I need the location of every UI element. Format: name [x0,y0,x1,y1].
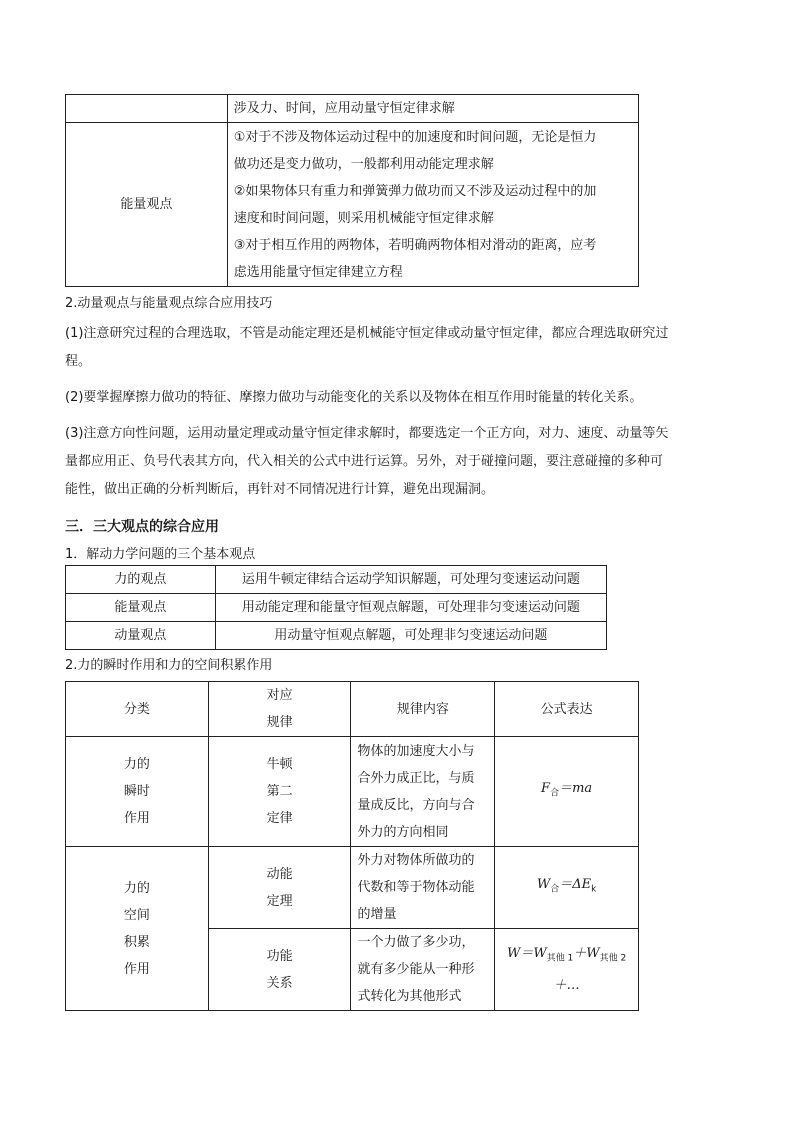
formula-subscript: 其他 1 [546,953,574,964]
law-line: 关系 [266,975,293,991]
p3-line: 量都应用正、负号代表其方向，代入相关的公式中进行运算。另外，对于碰撞问题，要注意碰撞的多种可 [65,454,664,469]
section3-sub1: 1．解动力学问题的三个基本观点 [65,547,256,562]
section3-heading: 三．三大观点的综合应用 [65,519,219,535]
row1-content [351,737,495,847]
section2-title: 2.动量观点与能量观点综合应用技巧 [65,296,273,311]
row2-content [351,847,495,929]
section3-sub2: 2.力的瞬时作用和力的空间积累作用 [65,658,273,673]
row1-formula [495,737,639,847]
formula-rest: ＝ma [559,781,593,797]
cat-line: 空间 [123,907,150,923]
content-line: 的增量 [357,907,397,922]
formula-part: ＋W [573,945,600,961]
formula-part: W＝W [506,945,547,961]
formula-symbol: F [541,781,551,797]
viewpoint-name: 动量观点 [66,622,216,650]
cat-line: 作用 [123,961,150,977]
viewpoint-desc: 用动量守恒观点解题，可处理非匀变速运动问题 [215,622,606,650]
law-line: 定理 [266,893,293,909]
formula-subscript: k [591,884,597,895]
viewpoint-name: 力的观点 [66,566,216,594]
section2-p1 [65,320,725,376]
row2-law [208,847,351,929]
cat-line: 积累 [123,934,150,950]
row1-category [66,737,209,847]
table1-energy-label: 能量观点 [66,123,228,287]
header-law [208,682,351,737]
content-line: 合外力成正比，与质 [357,770,475,786]
cat-line: 作用 [123,811,150,826]
energy-viewpoint-table [65,94,639,287]
header-law-line: 对应 [266,688,293,703]
law-line: 定律 [266,811,293,826]
p3-line: (3)注意方向性问题，运用动量定理或动量守恒定律求解时，都要选定一个正方向，对力、速度、动量等矢 [65,426,669,441]
content-line: 一个力做了多少功， [357,935,475,950]
three-viewpoints-table [65,565,607,650]
formula-subscript: 合 [550,884,560,895]
p3-line: 能性，做出正确的分析判断后，再针对不同情况进行计算，避免出现漏洞。 [65,482,495,497]
header-law-line: 规律 [266,715,293,730]
formula-line [495,940,638,973]
content-line: 外力对物体所做功的 [357,853,475,868]
table1-energy-content [227,123,638,287]
row2-formula [495,847,639,929]
section2-p3 [65,420,725,504]
content-line: 量成反比，方向与合 [357,797,475,813]
cat-line: 瞬时 [123,784,150,799]
content-line: 式转化为其他形式 [357,989,462,1004]
content-line: ①对于不涉及物体运动过程中的加速度和时间问题，无论是恒力 [233,129,597,145]
formula-line: ＋… [553,978,580,994]
viewpoint-name: 能量观点 [66,594,216,622]
law-line: 第二 [266,784,293,799]
section2-p2: (2)要掌握摩擦力做功的特征、摩擦力做功与动能变化的关系以及物体在相互作用时能量的转化关系。 [65,390,643,405]
content-line: ③对于相互作用的两物体，若明确两物体相对滑动的距离，应考 [233,237,597,253]
content-line: 速度和时间问题，则采用机械能守恒定律求解 [233,210,494,226]
force-effect-table [65,681,639,1011]
content-line: 代数和等于物体动能 [357,880,475,895]
p1-line: 程。 [65,354,92,369]
cat-line: 力的 [123,757,150,772]
row3-formula [495,929,639,1011]
table1-row0-right: 涉及力、时间，应用动量守恒定律求解 [227,95,638,123]
formula-rest: ＝ΔE [559,877,592,893]
content-line: ②如果物体只有重力和弹簧弹力做功而又不涉及运动过程中的加 [233,183,597,199]
law-line: 牛顿 [266,757,293,772]
header-formula: 公式表达 [495,682,639,737]
formula-subscript: 合 [550,788,560,799]
cat-line: 力的 [123,880,150,896]
content-line: 做功还是变力做功，一般都利用动能定理求解 [233,156,494,172]
viewpoint-desc: 用动能定理和能量守恒观点解题，可处理非匀变速运动问题 [215,594,606,622]
row3-law [208,929,351,1011]
row3-content [351,929,495,1011]
content-line: 物体的加速度大小与 [357,743,475,759]
p1-line: (1)注意研究过程的合理选取，不管是动能定理还是机械能守恒定律或动量守恒定律，都应合理选取研究过 [65,326,669,341]
table1-row0-left [66,95,228,123]
content-line: 外力的方向相同 [357,824,449,840]
header-category: 分类 [66,682,209,737]
row1-law [208,737,351,847]
header-content: 规律内容 [351,682,495,737]
law-line: 功能 [266,948,293,964]
law-line: 动能 [266,866,293,882]
content-line: 虑选用能量守恒定律建立方程 [233,264,403,280]
formula-symbol: W [536,877,551,893]
viewpoint-desc: 运用牛顿定律结合运动学知识解题，可处理匀变速运动问题 [215,566,606,594]
row2-category [66,847,209,1011]
formula-subscript: 其他 2 [599,953,627,964]
content-line: 就有多少能从一种形 [357,962,475,977]
